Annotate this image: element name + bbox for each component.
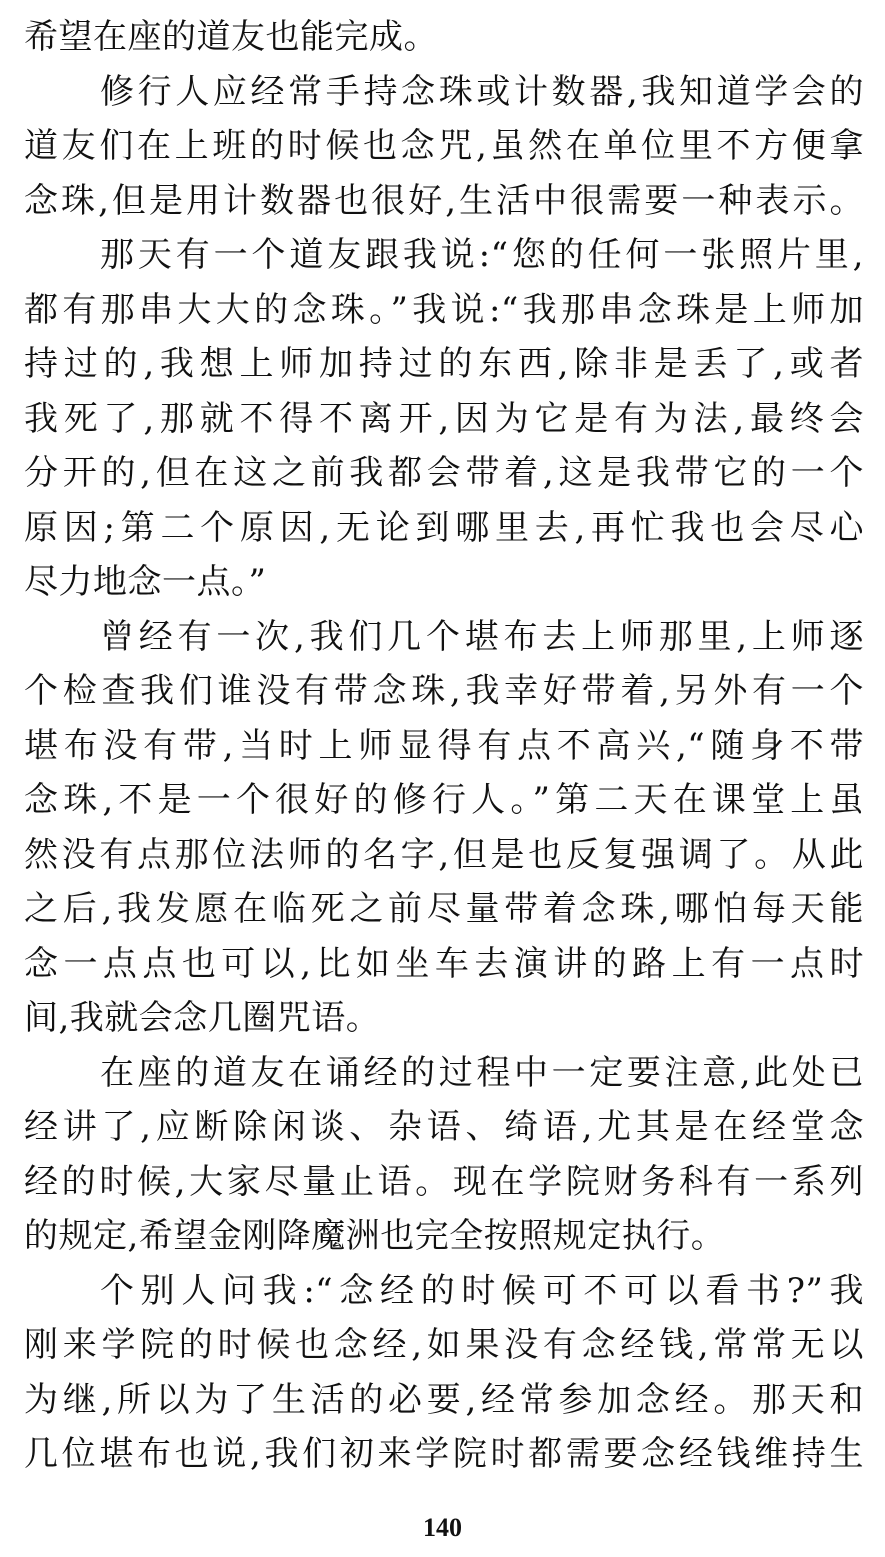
text-line-10: 原因;第二个原因,无论到哪里去,再忙我也会尽心 bbox=[24, 507, 864, 548]
text-line-13: 个检查我们谁没有带念珠,我幸好带着,另外有一个 bbox=[24, 671, 864, 711]
text-line-11: 尽力地念一点。” bbox=[24, 562, 267, 602]
text-line-5: 那天有一个道友跟我说:“您的任何一张照片里, bbox=[100, 235, 864, 275]
page-body bbox=[24, 10, 864, 1482]
text-line-24: 个别人问我:“念经的时候可不可以看书?”我 bbox=[100, 1270, 864, 1311]
text-line-25: 刚来学院的时候也念经,如果没有念经钱,常常无以 bbox=[24, 1325, 864, 1365]
text-line-18: 念一点点也可以,比如坐车去演讲的路上有一点时 bbox=[24, 943, 864, 984]
text-line-2: 修行人应经常手持念珠或计数器,我知道学会的 bbox=[100, 71, 864, 112]
text-line-22: 经的时候,大家尽量止语。现在学院财务科有一系列 bbox=[24, 1161, 864, 1202]
text-line-20: 在座的道友在诵经的过程中一定要注意,此处已 bbox=[100, 1052, 864, 1093]
text-line-8: 我死了,那就不得不离开,因为它是有为法,最终会 bbox=[24, 398, 864, 439]
text-line-4: 念珠,但是用计数器也很好,生活中很需要一种表示。 bbox=[24, 180, 864, 221]
page-number: 140 bbox=[423, 1513, 462, 1542]
text-line-6: 都有那串大大的念珠。”我说:“我那串念珠是上师加 bbox=[24, 289, 864, 330]
text-line-27: 几位堪布也说,我们初来学院时都需要念经钱维持生 bbox=[24, 1434, 864, 1474]
text-line-16: 然没有点那位法师的名字,但是也反复强调了。从此 bbox=[24, 834, 864, 875]
text-line-26: 为继,所以为了生活的必要,经常参加念经。那天和 bbox=[24, 1379, 864, 1420]
text-line-3: 道友们在上班的时候也念咒,虽然在单位里不方便拿 bbox=[24, 126, 864, 166]
text-line-9: 分开的,但在这之前我都会带着,这是我带它的一个 bbox=[24, 453, 864, 493]
text-line-21: 经讲了,应断除闲谈、杂语、绮语,尤其是在经堂念 bbox=[24, 1107, 864, 1147]
text-line-19: 间,我就会念几圈咒语。 bbox=[24, 998, 381, 1038]
text-line-15: 念珠,不是一个很好的修行人。”第二天在课堂上虽 bbox=[24, 780, 864, 820]
text-line-1: 希望在座的道友也能完成。 bbox=[24, 17, 438, 57]
text-line-7: 持过的,我想上师加持过的东西,除非是丢了,或者 bbox=[24, 344, 864, 384]
text-line-12: 曾经有一次,我们几个堪布去上师那里,上师逐 bbox=[100, 616, 864, 657]
text-line-14: 堪布没有带,当时上师显得有点不高兴,“随身不带 bbox=[24, 725, 864, 766]
text-line-23: 的规定,希望金刚降魔洲也完全按照规定执行。 bbox=[24, 1216, 726, 1256]
text-line-17: 之后,我发愿在临死之前尽量带着念珠,哪怕每天能 bbox=[24, 889, 864, 929]
